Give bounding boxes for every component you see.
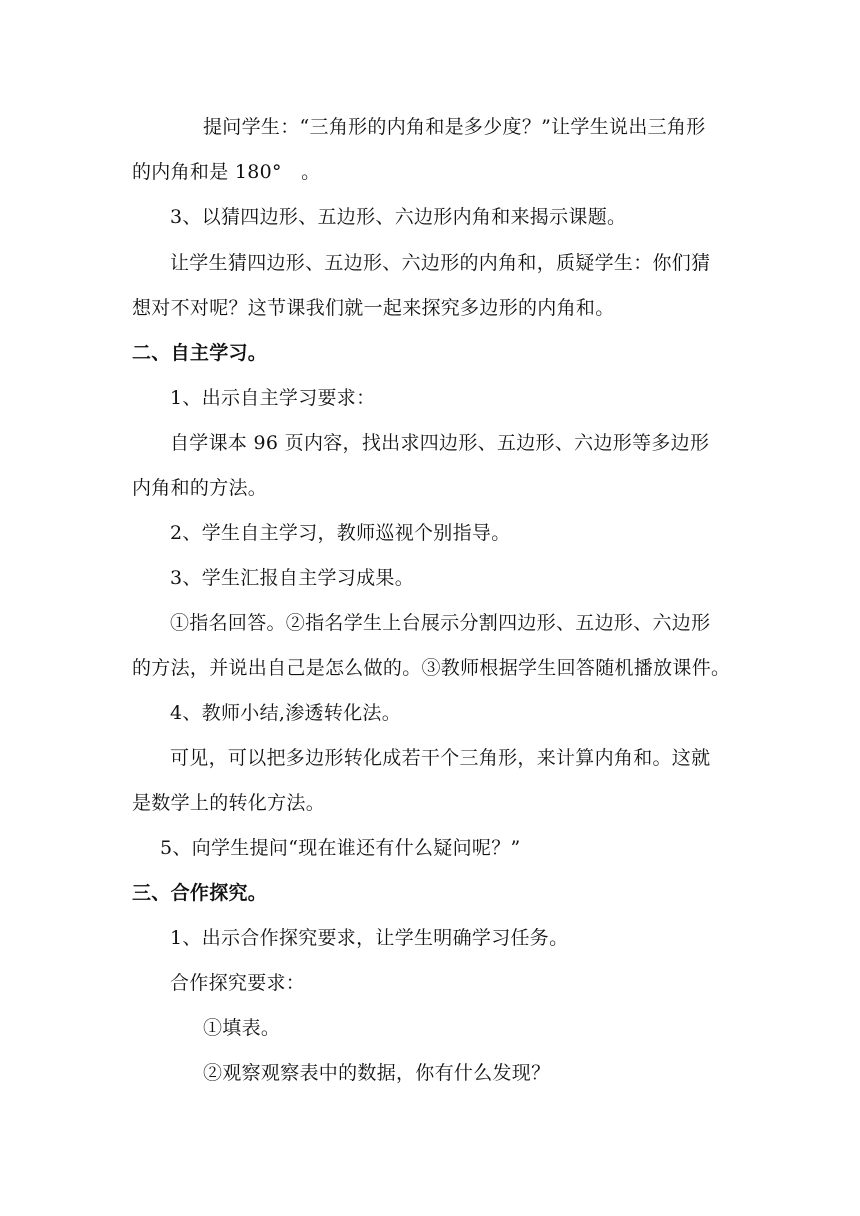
section-heading: 二、自主学习。 bbox=[132, 342, 268, 364]
paragraph-line: 可见，可以把多边形转化成若干个三角形，来计算内角和。这就 bbox=[170, 747, 711, 769]
paragraph-line: 1、出示合作探究要求，让学生明确学习任务。 bbox=[170, 927, 569, 949]
paragraph-line: 3、学生汇报自主学习成果。 bbox=[170, 567, 414, 589]
paragraph-line: 3、以猜四边形、五边形、六边形内角和来揭示课题。 bbox=[170, 206, 627, 228]
paragraph-line: ①指名回答。②指名学生上台展示分割四边形、五边形、六边形 bbox=[170, 612, 711, 634]
paragraph-line: 合作探究要求： bbox=[170, 972, 306, 994]
paragraph-line: 自学课本 96 页内容，找出求四边形、五边形、六边形等多边形 bbox=[170, 432, 710, 454]
paragraph-line: 内角和的方法。 bbox=[132, 477, 268, 499]
paragraph-line: 的方法，并说出自己是怎么做的。③教师根据学生回答随机播放课件。 bbox=[132, 657, 731, 679]
paragraph-line: ②观察观察表中的数据，你有什么发现？ bbox=[203, 1062, 551, 1084]
paragraph-line: 5、向学生提问“现在谁还有什么疑问呢？” bbox=[160, 837, 521, 859]
paragraph-line: 1、出示自主学习要求： bbox=[170, 387, 376, 409]
section-heading: 三、合作探究。 bbox=[132, 882, 268, 904]
paragraph-line: 4、教师小结,渗透转化法。 bbox=[170, 702, 402, 724]
paragraph-line: 是数学上的转化方法。 bbox=[132, 792, 326, 814]
paragraph-line: 2、学生自主学习，教师巡视个别指导。 bbox=[170, 522, 511, 544]
paragraph-line: 的内角和是 180° 。 bbox=[132, 161, 321, 183]
paragraph-line: 想对不对呢？这节课我们就一起来探究多边形的内角和。 bbox=[132, 297, 615, 319]
paragraph-line: 提问学生：“三角形的内角和是多少度？”让学生说出三角形 bbox=[203, 116, 706, 138]
paragraph-line: 让学生猜四边形、五边形、六边形的内角和，质疑学生：你们猜 bbox=[170, 252, 711, 274]
paragraph-line: ①填表。 bbox=[203, 1017, 281, 1039]
